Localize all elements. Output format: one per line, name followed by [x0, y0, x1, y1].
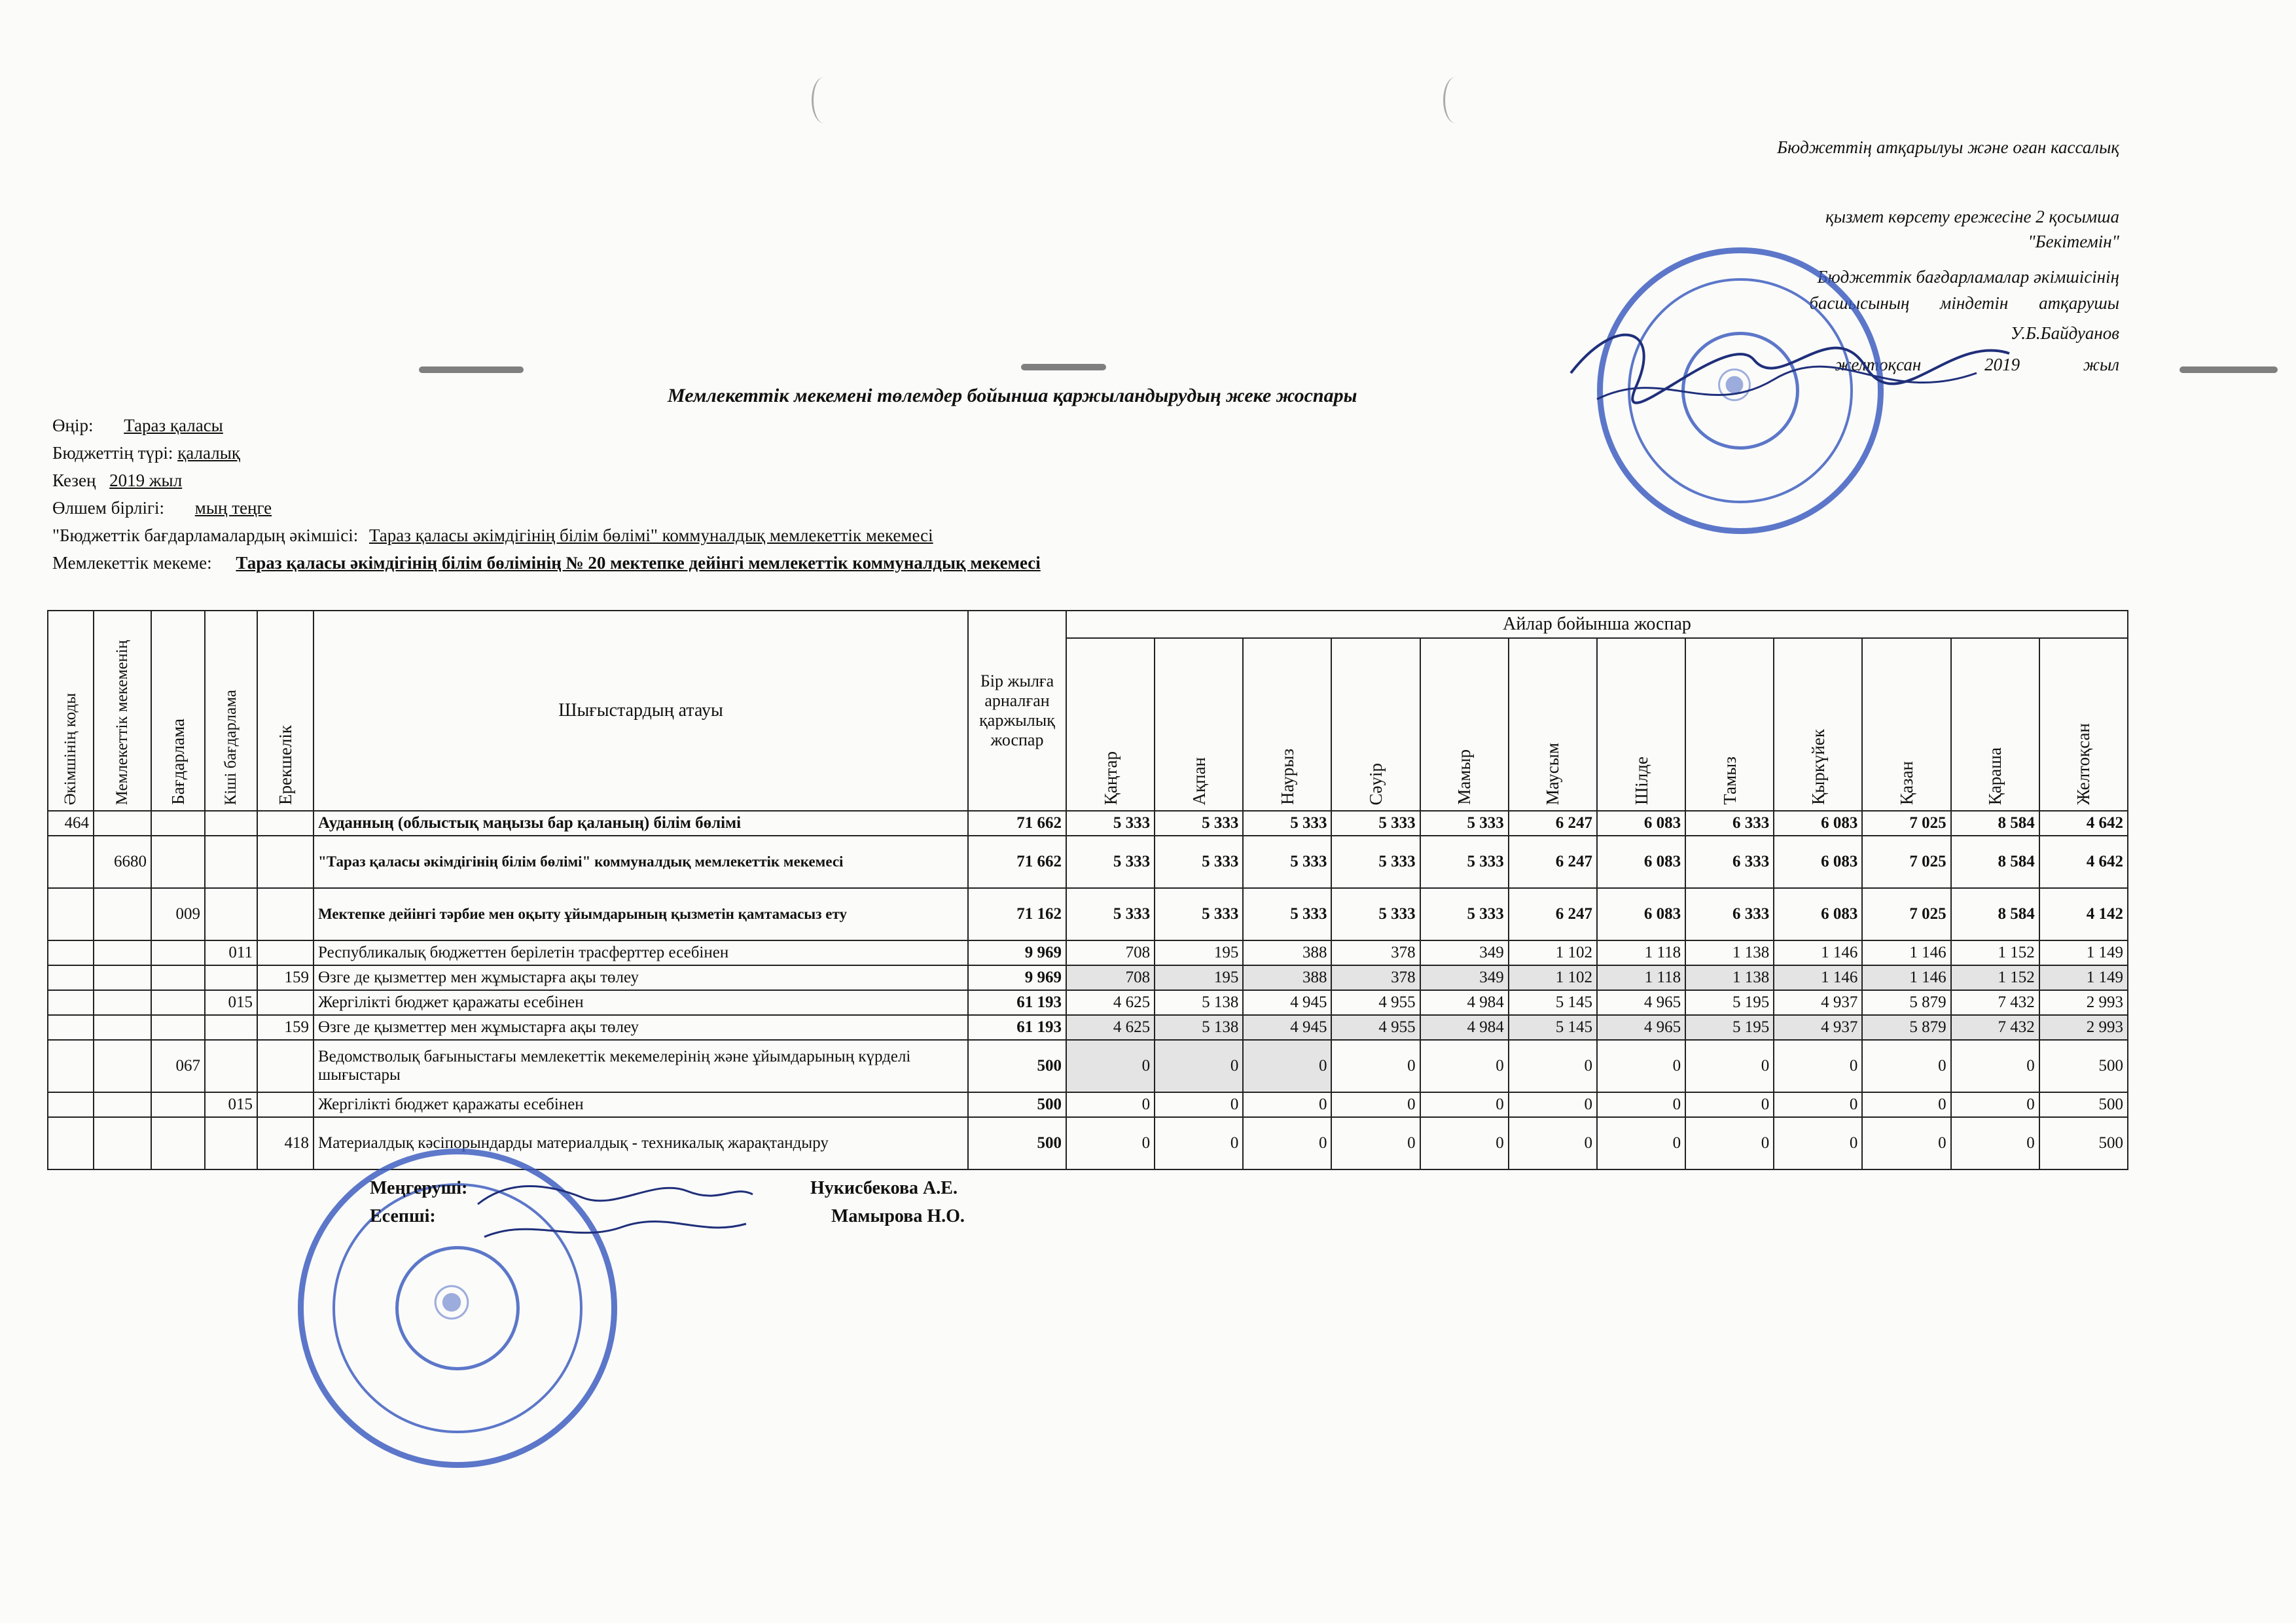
month-value-cell: 5 333	[1066, 811, 1155, 836]
month-value-cell: 0	[1243, 1117, 1331, 1169]
annual-total-cell: 500	[968, 1040, 1066, 1092]
code-cell: 011	[205, 940, 257, 965]
code-cell	[94, 1015, 151, 1040]
code-cell	[257, 1092, 314, 1117]
code-cell	[94, 965, 151, 990]
code-cell	[48, 1015, 94, 1040]
punch-hole	[812, 77, 836, 123]
expense-name-cell: Жергілікті бюджет қаражаты есебінен	[314, 1092, 968, 1117]
code-cell	[151, 1117, 205, 1169]
code-cell	[94, 1117, 151, 1169]
table-row	[48, 990, 2128, 1015]
month-value-cell: 4 625	[1066, 990, 1155, 1015]
expense-name-cell: Материалдық кәсіпорындарды материалдық - техникалық жарақтандыру	[314, 1117, 968, 1169]
month-value-cell: 0	[1509, 1092, 1597, 1117]
month-value-cell: 708	[1066, 965, 1155, 990]
header-month: Қараша	[1951, 638, 2039, 811]
code-cell	[151, 836, 205, 888]
month-value-cell: 6 247	[1509, 888, 1597, 940]
code-cell	[151, 811, 205, 836]
region-label: Өңір:	[52, 416, 94, 435]
code-cell	[205, 1117, 257, 1169]
table-row	[48, 811, 2128, 836]
code-cell	[48, 1092, 94, 1117]
document-title: Мемлекеттік мекемені төлемдер бойынша қаржыландырудың жеке жоспары	[668, 385, 1357, 406]
month-value-cell: 0	[1774, 1117, 1862, 1169]
table-row	[48, 1117, 2128, 1169]
annual-total-cell: 71 662	[968, 836, 1066, 888]
month-value-cell: 0	[1331, 1117, 1420, 1169]
header-month: Шілде	[1597, 638, 1685, 811]
month-value-cell: 5 879	[1862, 990, 1950, 1015]
code-cell	[257, 811, 314, 836]
header-specifics: Ерекшелік	[257, 611, 314, 811]
month-value-cell: 4 945	[1243, 1015, 1331, 1040]
month-value-cell: 4 142	[2039, 888, 2128, 940]
expense-name-cell: Өзге де қызметтер мен жұмыстарға ақы төлеу	[314, 1015, 968, 1040]
month-value-cell: 5 333	[1420, 811, 1509, 836]
month-value-cell: 4 955	[1331, 990, 1420, 1015]
month-value-cell: 0	[1243, 1040, 1331, 1092]
table-row	[48, 836, 2128, 888]
month-value-cell: 500	[2039, 1092, 2128, 1117]
month-value-cell: 0	[1685, 1117, 1774, 1169]
approval-line: Бюджеттік бағдарламалар әкімшісінің	[1817, 267, 2119, 287]
month-value-cell: 0	[1951, 1092, 2039, 1117]
annual-total-cell: 500	[968, 1092, 1066, 1117]
signature-scribble-bottom	[471, 1165, 759, 1257]
financing-plan-table	[47, 610, 2128, 1170]
header-institution-code: Мемлекеттік мекеменің	[94, 611, 151, 811]
code-cell	[257, 836, 314, 888]
code-cell	[48, 836, 94, 888]
month-value-cell: 0	[1509, 1040, 1597, 1092]
code-cell	[94, 888, 151, 940]
month-value-cell: 388	[1243, 965, 1331, 990]
month-value-cell: 5 879	[1862, 1015, 1950, 1040]
signature-scribble	[1558, 275, 2029, 445]
month-value-cell: 0	[1420, 1040, 1509, 1092]
month-value-cell: 5 333	[1331, 888, 1420, 940]
meta-unit	[52, 495, 272, 521]
month-value-cell: 7 025	[1862, 888, 1950, 940]
month-value-cell: 1 152	[1951, 965, 2039, 990]
table-row	[48, 1040, 2128, 1092]
month-value-cell: 2 993	[2039, 990, 2128, 1015]
expense-name-cell: Өзге де қызметтер мен жұмыстарға ақы төлеу	[314, 965, 968, 990]
month-value-cell: 0	[1597, 1092, 1685, 1117]
code-cell	[205, 811, 257, 836]
month-value-cell: 6 083	[1774, 836, 1862, 888]
month-value-cell: 0	[1774, 1092, 1862, 1117]
month-value-cell: 349	[1420, 965, 1509, 990]
month-value-cell: 7 025	[1862, 811, 1950, 836]
meta-region	[52, 412, 223, 438]
code-cell	[48, 965, 94, 990]
admin-label: "Бюджеттік бағдарламалардың әкімшісі:	[52, 526, 359, 545]
annual-total-cell: 71 162	[968, 888, 1066, 940]
code-cell	[48, 888, 94, 940]
region-value: Тараз қаласы	[124, 416, 223, 435]
month-value-cell: 1 152	[1951, 940, 2039, 965]
approval-line: Бюджеттің атқарылуы және оған кассалық	[1777, 137, 2119, 157]
month-value-cell: 1 102	[1509, 940, 1597, 965]
month-value-cell: 6 247	[1509, 836, 1597, 888]
month-value-cell: 1 138	[1685, 965, 1774, 990]
month-value-cell: 6 247	[1509, 811, 1597, 836]
month-value-cell: 1 118	[1597, 965, 1685, 990]
header-month: Желтоқсан	[2039, 638, 2128, 811]
code-cell	[151, 990, 205, 1015]
code-cell: 418	[257, 1117, 314, 1169]
header-monthly-plan: Айлар бойынша жоспар	[1066, 611, 2128, 638]
header-month: Мамыр	[1420, 638, 1509, 811]
header-month: Ақпан	[1155, 638, 1243, 811]
month-value-cell: 0	[1420, 1092, 1509, 1117]
punch-hole	[1443, 77, 1467, 123]
meta-period	[52, 467, 182, 493]
month-value-cell: 0	[1155, 1117, 1243, 1169]
month-value-cell: 500	[2039, 1040, 2128, 1092]
code-cell	[94, 811, 151, 836]
month-value-cell: 1 146	[1774, 940, 1862, 965]
month-value-cell: 0	[1066, 1117, 1155, 1169]
annual-total-cell: 61 193	[968, 990, 1066, 1015]
approval-signer: У.Б.Байдуанов	[2010, 323, 2119, 343]
month-value-cell: 5 333	[1243, 888, 1331, 940]
institution-value: Тараз қаласы әкімдігінің білім бөлімінің № 20 мектепке дейінгі мемлекеттік коммуналдық мекемесі	[236, 553, 1041, 573]
code-cell	[257, 888, 314, 940]
month-value-cell: 0	[1951, 1040, 2039, 1092]
month-value-cell: 4 642	[2039, 836, 2128, 888]
approval-date: желтоқсан 2019 жыл	[1835, 355, 2119, 374]
month-value-cell: 6 333	[1685, 811, 1774, 836]
month-value-cell: 8 584	[1951, 836, 2039, 888]
table-row	[48, 1092, 2128, 1117]
month-value-cell: 6 083	[1774, 811, 1862, 836]
budget-type-label: Бюджеттің түрі:	[52, 443, 173, 463]
expense-name-cell: Жергілікті бюджет қаражаты есебінен	[314, 990, 968, 1015]
table-row	[48, 1015, 2128, 1040]
meta-admin	[52, 522, 933, 548]
month-value-cell: 378	[1331, 940, 1420, 965]
month-value-cell: 708	[1066, 940, 1155, 965]
month-value-cell: 4 937	[1774, 990, 1862, 1015]
month-value-cell: 1 149	[2039, 965, 2128, 990]
meta-budget-type	[52, 440, 240, 466]
month-value-cell: 1 146	[1774, 965, 1862, 990]
month-value-cell: 4 945	[1243, 990, 1331, 1015]
code-cell	[257, 1040, 314, 1092]
manager-label: Меңгеруші:	[370, 1178, 468, 1198]
month-value-cell: 4 937	[1774, 1015, 1862, 1040]
month-value-cell: 5 333	[1066, 888, 1155, 940]
manager-name: Нукисбекова А.Е.	[810, 1178, 958, 1198]
month-value-cell: 4 955	[1331, 1015, 1420, 1040]
code-cell	[205, 965, 257, 990]
table-row	[48, 888, 2128, 940]
institution-label: Мемлекеттік мекеме:	[52, 553, 212, 573]
month-value-cell: 0	[1243, 1092, 1331, 1117]
header-month: Наурыз	[1243, 638, 1331, 811]
month-value-cell: 195	[1155, 965, 1243, 990]
month-value-cell: 8 584	[1951, 811, 2039, 836]
month-value-cell: 4 642	[2039, 811, 2128, 836]
month-value-cell: 5 333	[1420, 888, 1509, 940]
month-value-cell: 5 333	[1243, 811, 1331, 836]
month-value-cell: 0	[1155, 1092, 1243, 1117]
month-value-cell: 0	[1509, 1117, 1597, 1169]
code-cell: 6680	[94, 836, 151, 888]
month-value-cell: 5 333	[1331, 836, 1420, 888]
code-cell: 159	[257, 965, 314, 990]
code-cell	[205, 888, 257, 940]
code-cell	[94, 940, 151, 965]
month-value-cell: 1 102	[1509, 965, 1597, 990]
code-cell	[94, 1040, 151, 1092]
header-month: Қазан	[1862, 638, 1950, 811]
annual-total-cell: 500	[968, 1117, 1066, 1169]
scan-mark	[419, 366, 524, 373]
code-cell	[205, 1015, 257, 1040]
month-value-cell: 5 145	[1509, 990, 1597, 1015]
code-cell: 015	[205, 1092, 257, 1117]
month-value-cell: 7 025	[1862, 836, 1950, 888]
code-cell	[205, 1040, 257, 1092]
month-value-cell: 0	[1597, 1040, 1685, 1092]
unit-label: Өлшем бірлігі:	[52, 498, 165, 518]
month-value-cell: 0	[1420, 1117, 1509, 1169]
month-value-cell: 195	[1155, 940, 1243, 965]
month-value-cell: 0	[1685, 1092, 1774, 1117]
annual-total-cell: 71 662	[968, 811, 1066, 836]
month-value-cell: 6 083	[1597, 811, 1685, 836]
month-value-cell: 378	[1331, 965, 1420, 990]
code-cell: 015	[205, 990, 257, 1015]
meta-institution	[52, 550, 1041, 576]
month-value-cell: 388	[1243, 940, 1331, 965]
month-value-cell: 0	[1862, 1117, 1950, 1169]
approval-line: басшысының міндетін атқарушы	[1809, 293, 2119, 313]
table-row	[48, 940, 2128, 965]
month-value-cell: 5 333	[1243, 836, 1331, 888]
unit-value: мың теңге	[194, 498, 272, 518]
header-month: Маусым	[1509, 638, 1597, 811]
month-value-cell: 5 333	[1155, 888, 1243, 940]
month-value-cell: 4 965	[1597, 1015, 1685, 1040]
month-value-cell: 6 083	[1597, 836, 1685, 888]
month-value-cell: 0	[1685, 1040, 1774, 1092]
header-subprogram: Кіші бағдарлама	[205, 611, 257, 811]
month-value-cell: 6 333	[1685, 888, 1774, 940]
month-value-cell: 4 965	[1597, 990, 1685, 1015]
expense-name-cell: Мектепке дейінгі тәрбие мен оқыту ұйымдарының қызметін қамтамасыз ету	[314, 888, 968, 940]
month-value-cell: 5 195	[1685, 990, 1774, 1015]
code-cell	[257, 940, 314, 965]
annual-total-cell: 61 193	[968, 1015, 1066, 1040]
month-value-cell: 2 993	[2039, 1015, 2128, 1040]
month-value-cell: 0	[1331, 1092, 1420, 1117]
month-value-cell: 5 138	[1155, 1015, 1243, 1040]
annual-total-cell: 9 969	[968, 965, 1066, 990]
month-value-cell: 5 333	[1155, 811, 1243, 836]
month-value-cell: 8 584	[1951, 888, 2039, 940]
month-value-cell: 5 138	[1155, 990, 1243, 1015]
scan-mark	[1021, 364, 1106, 370]
code-cell	[48, 990, 94, 1015]
month-value-cell: 5 333	[1420, 836, 1509, 888]
code-cell	[48, 1117, 94, 1169]
month-value-cell: 4 984	[1420, 990, 1509, 1015]
month-value-cell: 4 984	[1420, 1015, 1509, 1040]
code-cell	[48, 940, 94, 965]
code-cell	[257, 990, 314, 1015]
month-value-cell: 0	[1066, 1040, 1155, 1092]
code-cell: 159	[257, 1015, 314, 1040]
month-value-cell: 6 083	[1774, 888, 1862, 940]
approval-line: қызмет көрсету ережесіне 2 қосымша	[1825, 207, 2119, 226]
header-month: Қыркүйек	[1774, 638, 1862, 811]
month-value-cell: 6 083	[1597, 888, 1685, 940]
header-month: Сәуір	[1331, 638, 1420, 811]
code-cell	[151, 1015, 205, 1040]
header-month: Тамыз	[1685, 638, 1774, 811]
month-value-cell: 5 333	[1066, 836, 1155, 888]
month-value-cell: 4 625	[1066, 1015, 1155, 1040]
month-value-cell: 0	[1597, 1117, 1685, 1169]
code-cell	[151, 1092, 205, 1117]
period-label: Кезең	[52, 471, 96, 490]
header-annual-plan: Бір жылға арналған қаржылық жоспар	[968, 611, 1066, 811]
month-value-cell: 0	[1862, 1092, 1950, 1117]
month-value-cell: 7 432	[1951, 990, 2039, 1015]
table-row	[48, 965, 2128, 990]
header-program: Бағдарлама	[151, 611, 205, 811]
month-value-cell: 5 333	[1331, 811, 1420, 836]
code-cell	[94, 990, 151, 1015]
accountant-name: Мамырова Н.О.	[831, 1206, 965, 1226]
month-value-cell: 6 333	[1685, 836, 1774, 888]
expense-name-cell: "Тараз қаласы әкімдігінің білім бөлімі" коммуналдық мемлекеттік мекемесі	[314, 836, 968, 888]
month-value-cell: 349	[1420, 940, 1509, 965]
period-value: 2019 жыл	[109, 471, 183, 490]
approval-line: "Бекітемін"	[2028, 232, 2119, 251]
month-value-cell: 1 146	[1862, 965, 1950, 990]
month-value-cell: 1 138	[1685, 940, 1774, 965]
month-value-cell: 0	[1155, 1040, 1243, 1092]
month-value-cell: 1 149	[2039, 940, 2128, 965]
code-cell	[151, 940, 205, 965]
month-value-cell: 1 146	[1862, 940, 1950, 965]
month-value-cell: 5 195	[1685, 1015, 1774, 1040]
month-value-cell: 500	[2039, 1117, 2128, 1169]
month-value-cell: 7 432	[1951, 1015, 2039, 1040]
header-expense-name: Шығыстардың атауы	[314, 611, 968, 811]
annual-total-cell: 9 969	[968, 940, 1066, 965]
month-value-cell: 0	[1951, 1117, 2039, 1169]
budget-type-value: қалалық	[177, 443, 240, 463]
code-cell	[205, 836, 257, 888]
month-value-cell: 5 333	[1155, 836, 1243, 888]
code-cell: 067	[151, 1040, 205, 1092]
code-cell: 464	[48, 811, 94, 836]
code-cell: 009	[151, 888, 205, 940]
month-value-cell: 0	[1774, 1040, 1862, 1092]
code-cell	[48, 1040, 94, 1092]
accountant-label: Есепші:	[370, 1206, 436, 1226]
scan-mark	[2179, 366, 2278, 373]
header-admin-code: Әкімшінің коды	[48, 611, 94, 811]
header-month: Қаңтар	[1066, 638, 1155, 811]
month-value-cell: 0	[1066, 1092, 1155, 1117]
expense-name-cell: Ведомстволық бағыныстағы мемлекеттік мекемелерінің және ұйымдарының күрделі шығыстары	[314, 1040, 968, 1092]
code-cell	[151, 965, 205, 990]
month-value-cell: 5 145	[1509, 1015, 1597, 1040]
admin-value: Тараз қаласы әкімдігінің білім бөлімі" коммуналдық мемлекеттік мекемесі	[368, 526, 933, 545]
month-value-cell: 0	[1862, 1040, 1950, 1092]
month-value-cell: 1 118	[1597, 940, 1685, 965]
month-value-cell: 0	[1331, 1040, 1420, 1092]
expense-name-cell: Ауданның (облыстық маңызы бар қаланың) білім бөлімі	[314, 811, 968, 836]
expense-name-cell: Республикалық бюджеттен берілетін трасферттер есебінен	[314, 940, 968, 965]
code-cell	[94, 1092, 151, 1117]
